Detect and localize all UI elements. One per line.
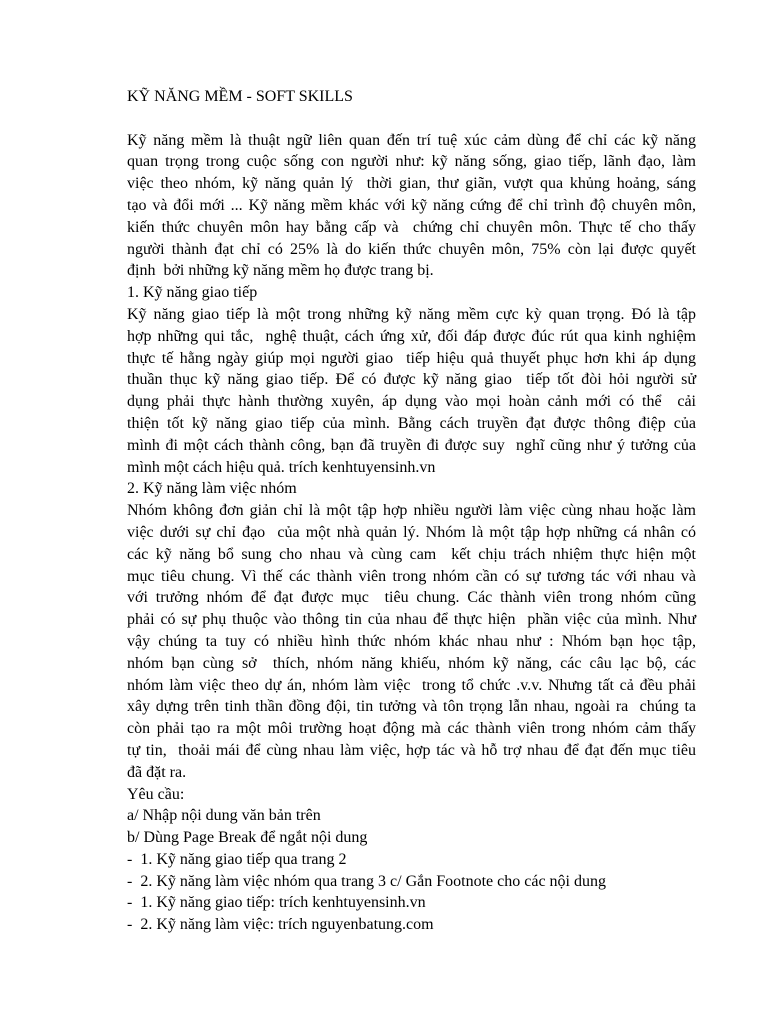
intro-line: người thành đạt chỉ có 25% là do kiến thức chuyên môn, 75% còn lại được quyết — [127, 240, 696, 258]
section2-line: với trưởng nhóm để đạt được mục tiêu chung. Các thành viên trong nhóm cũng — [127, 589, 696, 607]
section2-line: nhóm làm việc theo dự án, nhóm làm việc trong tổ chức .v.v. Nhưng tất cả đều phải — [127, 676, 696, 694]
section1-paragraph — [127, 304, 696, 478]
intro-line: việc theo nhóm, kỹ năng quản lý thời gian, thư giãn, vượt qua khủng hoảng, sáng — [127, 175, 696, 193]
requirement-item: b/ Dùng Page Break để ngắt nội dung — [127, 829, 368, 847]
requirement-item: - 1. Kỹ năng giao tiếp qua trang 2 — [127, 850, 347, 868]
section1-line: thuần thục kỹ năng giao tiếp. Để có được kỹ năng giao tiếp tốt đòi hỏi người sử — [127, 371, 696, 389]
document-title: KỸ NĂNG MỀM - SOFT SKILLS — [127, 88, 353, 105]
section2-line: nhóm bạn cùng sở thích, nhóm năng khiếu, nhóm kỹ năng, các câu lạc bộ, các — [127, 654, 696, 672]
intro-line: kiến thức chuyên môn hay bằng cấp và chứng chỉ chuyên môn. Thực tế cho thấy — [127, 218, 696, 236]
section1-line: Kỹ năng giao tiếp là một trong những kỹ năng mềm cực kỳ quan trọng. Đó là tập — [127, 305, 696, 323]
section2-line: các kỹ năng bổ sung cho nhau và cùng cam kết chịu trách nhiệm thực hiện một — [127, 545, 696, 563]
intro-line: Kỹ năng mềm là thuật ngữ liên quan đến trí tuệ xúc cảm dùng để chỉ các kỹ năng — [127, 131, 696, 149]
requirements-list — [127, 784, 696, 937]
requirement-item: - 2. Kỹ năng làm việc nhóm qua trang 3 c/ Gắn Footnote cho các nội dung — [127, 872, 606, 890]
section1-line: dụng phải thực hành thường xuyên, áp dụng vào mọi hoàn cảnh mới có thể cải — [127, 393, 696, 411]
requirement-item: a/ Nhập nội dung văn bản trên — [127, 807, 321, 825]
section2-line: phải có sự phụ thuộc vào thông tin của nhau để thực hiện phần việc của mình. Như — [127, 611, 696, 629]
section2-line: còn phải tạo ra một môi trường hoạt động mà các thành viên trong nhóm cảm thấy — [127, 720, 696, 738]
section1-line: thực tế hằng ngày giúp mọi người giao tiếp hiệu quả thuyết phục hơn khi áp dụng — [127, 349, 696, 367]
section2-line: mục tiêu chung. Vì thế các thành viên trong nhóm cần có sự tương tác với nhau và — [127, 567, 696, 585]
intro-line: tạo và đổi mới ... Kỹ năng mềm khác với kỹ năng cứng để chỉ trình độ chuyên môn, — [127, 196, 696, 214]
section2-line: tự tin, thoải mái để cùng nhau làm việc, hợp tác và hỗ trợ nhau để đạt đến mục tiêu — [127, 741, 696, 759]
section1-line: thiện tốt kỹ năng giao tiếp của mình. Bằng cách truyền đạt được thông điệp của — [127, 414, 696, 432]
section1-line: mình một cách hiệu quả. trích kenhtuyensinh.vn — [127, 458, 436, 476]
requirement-item: - 1. Kỹ năng giao tiếp: trích kenhtuyensinh.vn — [127, 894, 426, 912]
section2-line: đã đặt ra. — [127, 763, 187, 781]
section1-line: mình đi một cách thành công, bạn đã truyền đi được suy nghĩ cũng như ý tưởng của — [127, 436, 696, 454]
requirement-item: - 2. Kỹ năng làm việc: trích nguyenbatung.com — [127, 916, 434, 934]
intro-paragraph — [127, 130, 696, 283]
requirements-heading: Yêu cầu: — [127, 785, 185, 803]
section2-line: xây dựng trên tinh thần đồng đội, tin tưởng và tôn trọng lẫn nhau, ngoài ra chúng ta — [127, 698, 696, 716]
section1-line: hợp những qui tắc, nghệ thuật, cách ứng xử, đối đáp được đúc rút qua kinh nghiệm — [127, 327, 696, 345]
intro-line: quan trọng trong cuộc sống con người như: kỹ năng sống, giao tiếp, lãnh đạo, làm — [127, 153, 696, 171]
section1-heading: 1. Kỹ năng giao tiếp — [127, 284, 258, 302]
section2-line: Nhóm không đơn giản chỉ là một tập hợp nhiều người làm việc cùng nhau hoặc làm — [127, 502, 696, 520]
intro-line: định bởi những kỹ năng mềm họ được trang bị. — [127, 262, 434, 280]
section2-paragraph — [127, 500, 696, 783]
section2-heading: 2. Kỹ năng làm việc nhóm — [127, 480, 297, 498]
section2-line: việc dưới sự chỉ đạo của một nhà quản lý. Nhóm là một tập hợp những cá nhân có — [127, 523, 696, 541]
section2-line: vậy chúng ta tuy có nhiều hình thức nhóm khác nhau như : Nhóm bạn học tập, — [127, 632, 696, 650]
